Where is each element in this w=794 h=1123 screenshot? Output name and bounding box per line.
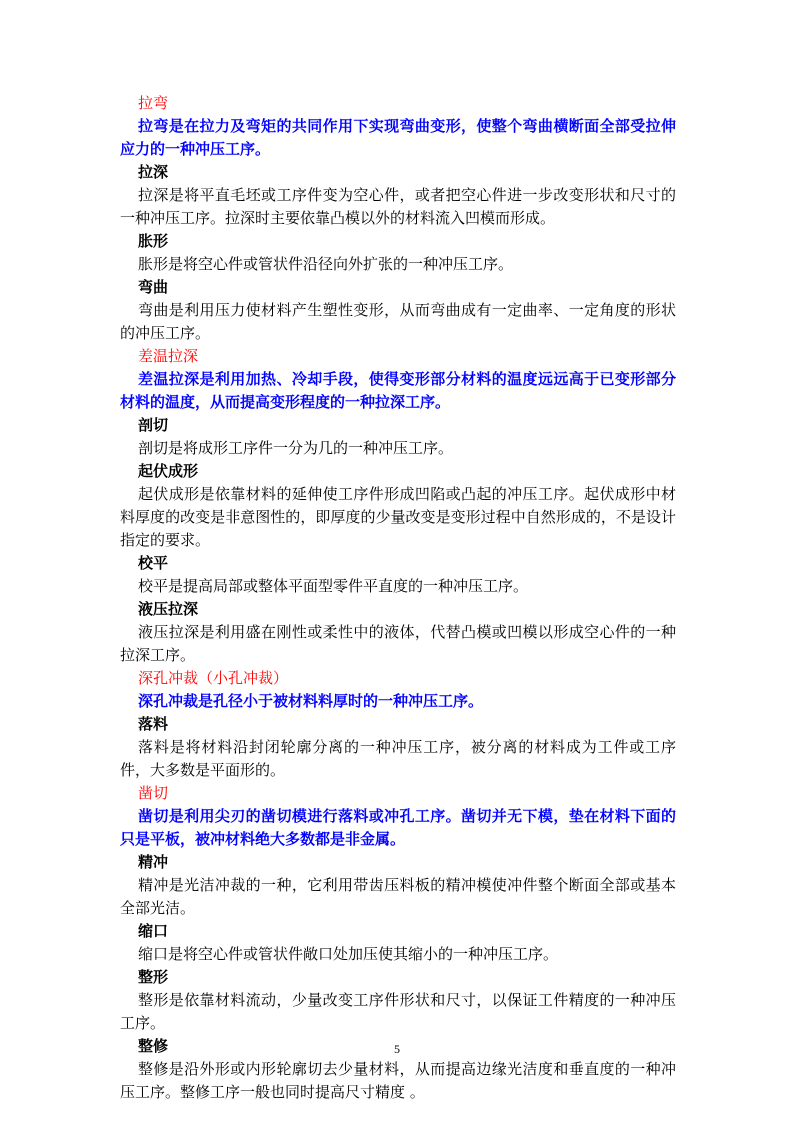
term-entry — [120, 414, 676, 460]
term-entry — [120, 713, 676, 782]
term-definition: 缩口是将空心件或管状件敞口处加压使其缩小的一种冲压工序。 — [138, 945, 559, 963]
term-heading: 精冲 — [138, 853, 169, 871]
term-entry — [120, 161, 676, 230]
term-definition: 弯曲是利用压力使材料产生塑性变形，从而弯曲成有一定曲率、一定角度的形状的冲压工序。 — [120, 301, 676, 342]
term-heading: 液压拉深 — [138, 600, 199, 618]
term-entry — [120, 598, 676, 667]
term-heading: 胀形 — [138, 232, 169, 250]
term-heading: 校平 — [138, 554, 169, 572]
term-entry — [120, 92, 676, 161]
term-definition: 整形是依靠材料流动，少量改变工序件形状和尺寸，以保证工件精度的一种冲压工序。 — [120, 991, 676, 1032]
term-entry — [120, 460, 676, 552]
term-entry — [120, 230, 676, 276]
term-heading: 剖切 — [138, 416, 169, 434]
term-definition: 胀形是将空心件或管状件沿径向外扩张的一种冲压工序。 — [138, 255, 514, 273]
term-entry — [120, 782, 676, 851]
term-definition: 精冲是光洁冲裁的一种，它利用带齿压料板的精冲模使冲件整个断面全部或基本全部光洁。 — [120, 876, 676, 917]
term-entry — [120, 276, 676, 345]
term-heading: 起伏成形 — [138, 462, 199, 480]
term-heading: 拉弯 — [138, 94, 169, 112]
document-body — [120, 92, 676, 1104]
term-definition: 起伏成形是依靠材料的延伸使工序件形成凹陷或凸起的冲压工序。起伏成形中材料厚度的改变是非意图性的，即厚度的少量改变是变形过程中自然形成的，不是设计指定的要求。 — [120, 485, 676, 549]
term-heading: 整形 — [138, 968, 169, 986]
term-definition: 整修是沿外形或内形轮廓切去少量材料，从而提高边缘光洁度和垂直度的一种冲压工序。整修工序一般也同时提高尺寸精度 。 — [120, 1060, 676, 1101]
term-definition: 液压拉深是利用盛在刚性或柔性中的液体，代替凸模或凹模以形成空心件的一种拉深工序。 — [120, 623, 676, 664]
term-entry — [120, 851, 676, 920]
term-heading: 深孔冲裁（小孔冲裁） — [138, 669, 289, 687]
term-heading: 弯曲 — [138, 278, 169, 296]
term-definition: 差温拉深是利用加热、冷却手段，使得变形部分材料的温度远远高于已变形部分材料的温度，从而提高变形程度的一种拉深工序。 — [120, 370, 676, 411]
term-heading: 缩口 — [138, 922, 169, 940]
term-heading: 差温拉深 — [138, 347, 199, 365]
term-definition: 拉弯是在拉力及弯矩的共同作用下实现弯曲变形，使整个弯曲横断面全部受拉伸应力的一种冲压工序。 — [120, 117, 676, 158]
term-entry — [120, 667, 676, 713]
term-definition: 落料是将材料沿封闭轮廓分离的一种冲压工序，被分离的材料成为工件或工序件，大多数是平面形的。 — [120, 738, 676, 779]
term-entry — [120, 552, 676, 598]
term-definition: 拉深是将平直毛坯或工序件变为空心件，或者把空心件进一步改变形状和尺寸的一种冲压工序。拉深时主要依靠凸模以外的材料流入凹模而形成。 — [120, 186, 676, 227]
term-definition: 校平是提高局部或整体平面型零件平直度的一种冲压工序。 — [138, 577, 529, 595]
term-heading: 整修 — [138, 1037, 169, 1055]
term-heading: 拉深 — [138, 163, 169, 181]
term-heading: 落料 — [138, 715, 169, 733]
term-entry — [120, 345, 676, 414]
term-entry — [120, 920, 676, 966]
term-definition: 剖切是将成形工序件一分为几的一种冲压工序。 — [138, 439, 454, 457]
term-entry — [120, 966, 676, 1035]
term-heading: 凿切 — [138, 784, 169, 802]
term-definition: 凿切是利用尖刃的凿切模进行落料或冲孔工序。凿切并无下模，垫在材料下面的只是平板，被冲材料绝大多数都是非金属。 — [120, 807, 676, 848]
page-number: 5 — [394, 1042, 400, 1056]
term-definition: 深孔冲裁是孔径小于被材料料厚时的一种冲压工序。 — [138, 692, 484, 710]
